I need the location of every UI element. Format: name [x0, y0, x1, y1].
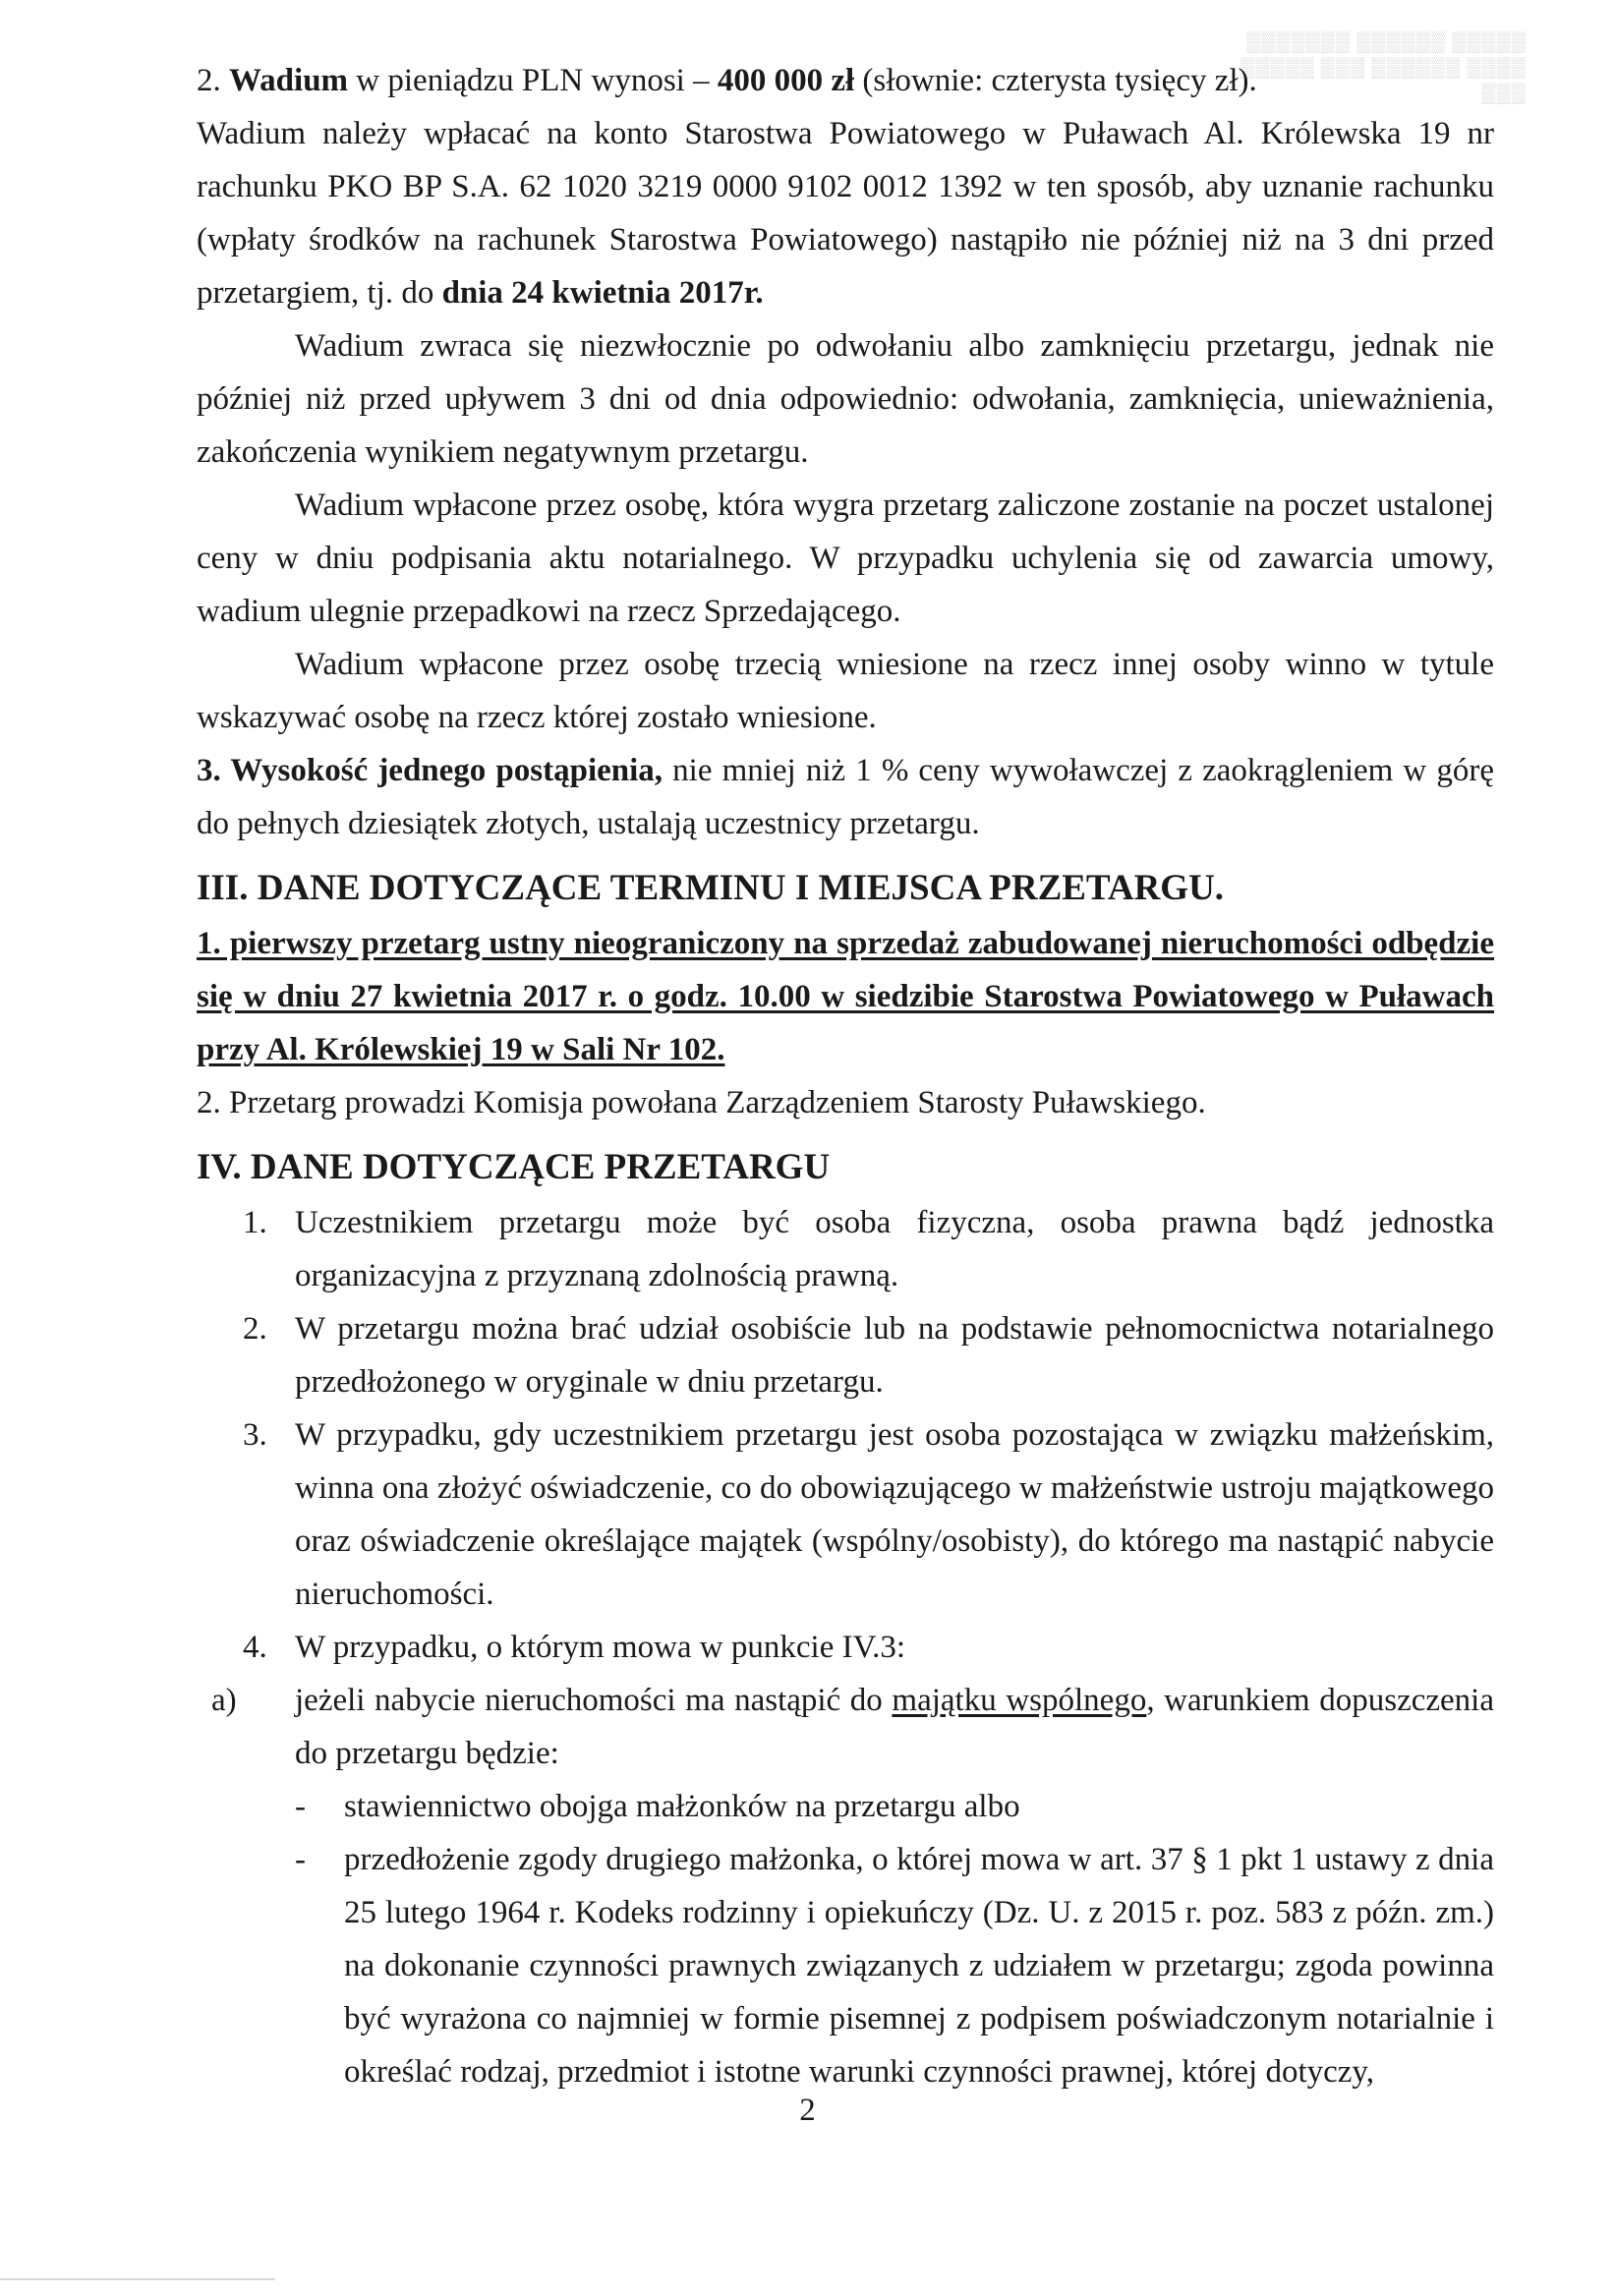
dash-list-item: - stawiennictwo obojga małżonków na przetargu albo	[295, 1789, 1020, 1824]
bid-increment-label: 3. Wysokość jednego postąpienia,	[197, 753, 663, 788]
scan-edge-line	[0, 2278, 275, 2280]
wadium-winner-paragraph: Wadium wpłacone przez osobę, która wygra przetarg zaliczone zostanie na poczet ustalonej ceny w dniu podpisania aktu notarialnego. W przypadku uchylenia się od zawarcia umowy, wadium ulegnie przepadkowi na rzecz Sprzedającego.	[197, 488, 1494, 629]
wadium-return-paragraph: Wadium zwraca się niezwłocznie po odwołaniu albo zamknięciu przetargu, jednak nie później niż przed upływem 3 dni od dnia odpowiednio: odwołania, zamknięcia, unieważnienia, zakończenia wynikiem negatywnym przetargu.	[197, 328, 1494, 470]
wadium-label: Wadium	[229, 63, 349, 98]
list-item: 3. W przypadku, gdy uczestnikiem przetargu jest osoba pozostająca w związku małżeńskim, winna ona złożyć oświadczenie, co do obowiązującego w małżeństwie ustroju majątkowego oraz oświadczenie określające majątek (wspólny/osobisty), do którego ma nastąpić nabycie nieruchomości.	[243, 1417, 1494, 1612]
wadium-amount-paragraph: 2. Wadium w pieniądzu PLN wynosi – 400 000 zł (słownie: czterysta tysięcy zł).	[197, 63, 1257, 98]
bid-increment-paragraph: 3. Wysokość jednego postąpienia, nie mniej niż 1 % ceny wywoławczej z zaokrągleniem w górę do pełnych dziesiątek złotych, ustalają uczestnicy przetargu.	[197, 753, 1495, 841]
list-item: 2. W przetargu można brać udział osobiście lub na podstawie pełnomocnictwa notarialnego przedłożonego w oryginale w dniu przetargu.	[243, 1311, 1494, 1400]
dash-list-item: - przedłożenie zgody drugiego małżonka, o której mowa w art. 37 § 1 pkt 1 ustawy z dnia 25 lutego 1964 r. Kodeks rodzinny i opiekuńczy (Dz. U. z 2015 r. poz. 583 z późn. zm.) na dokonanie czynności prawnych związanych z udziałem w przetargu; zgoda powinna być wyrażona co najmniej w formie pisemnej z podpisem poświadczonym notarialnie i określać rodzaj, przedmiot i istotne warunki czynności prawnej, której dotyczy,	[295, 1842, 1494, 2090]
wadium-amount: 400 000 zł	[717, 63, 855, 98]
section-heading-term-place: III. DANE DOTYCZĄCE TERMINU I MIEJSCA PRZETARGU.	[197, 868, 1225, 908]
wadium-deadline: dnia 24 kwietnia 2017r.	[441, 275, 764, 311]
list-item: 4. W przypadku, o którym mowa w punkcie IV.3:	[243, 1630, 906, 1665]
page-number: 2	[799, 2093, 816, 2128]
document-page	[197, 54, 1494, 2098]
commission-paragraph: 2. Przetarg prowadzi Komisja powołana Zarządzeniem Starosty Puławskiego.	[197, 1085, 1206, 1120]
scan-bleed-through: ▒▒▒▒▒▒▒ ▒▒▒▒▒▒ ▒▒▒▒▒ ▒▒▒▒▒ ▒▒▒ ▒▒▒▒▒▒ ▒▒▒▒ ▒▒▒	[1240, 31, 1527, 104]
list-item-a: a) jeżeli nabycie nieruchomości ma nastąpić do majątku wspólnego, warunkiem dopuszczenia do przetargu będzie:	[211, 1683, 1494, 1771]
section-heading-auction: IV. DANE DOTYCZĄCE PRZETARGU	[197, 1147, 831, 1187]
joint-property-term: majątku wspólnego	[892, 1683, 1147, 1718]
wadium-account-paragraph: Wadium należy wpłacać na konto Starostwa Powiatowego w Puławach Al. Królewska 19 nr rachunku PKO BP S.A. 62 1020 3219 0000 9102 0012 1392 w ten sposób, aby uznanie rachunku (wpłaty środków na rachunek Starostwa Powiatowego) nastąpiło nie później niż na 3 dni przed przetargiem, tj. do dnia 24 kwietnia 2017r.	[197, 116, 1494, 311]
wadium-third-party-paragraph: Wadium wpłacone przez osobę trzecią wniesione na rzecz innej osoby winno w tytule wskazywać osobę na rzecz której zostało wniesione.	[197, 647, 1494, 735]
list-item: 1. Uczestnikiem przetargu może być osoba fizyczna, osoba prawna bądź jednostka organizacyjna z przyznaną zdolnością prawną.	[243, 1205, 1494, 1293]
auction-date-paragraph: 1. pierwszy przetarg ustny nieograniczony na sprzedaż zabudowanej nieruchomości odbędzie się w dniu 27 kwietnia 2017 r. o godz. 10.00 w siedzibie Starostwa Powiatowego w Puławach przy Al. Królewskiej 19 w Sali Nr 102.	[197, 926, 1494, 1067]
